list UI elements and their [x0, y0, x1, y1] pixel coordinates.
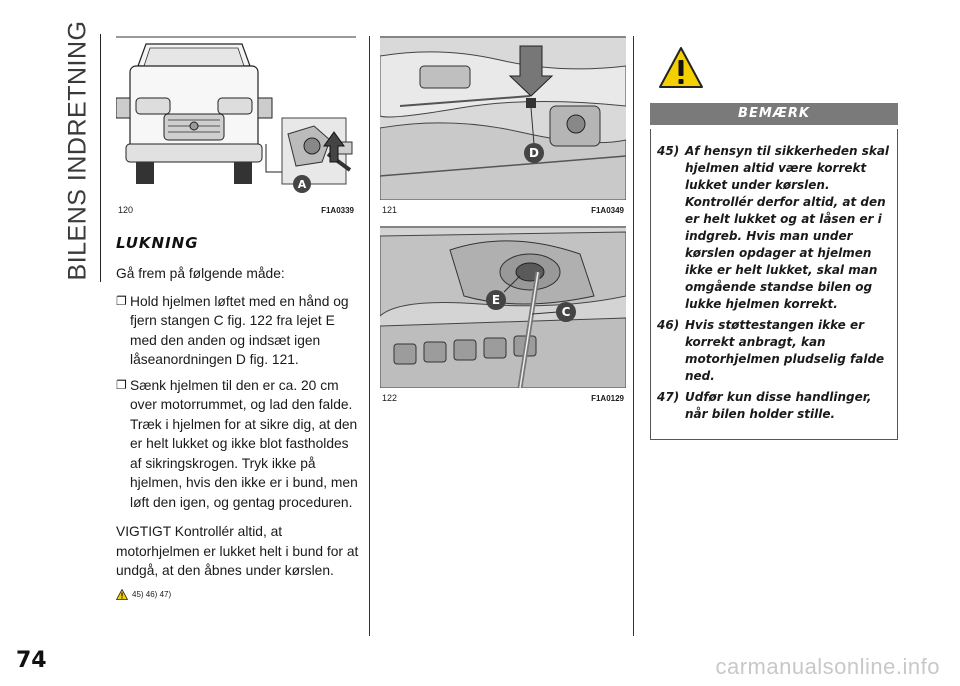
- checkbox-bullet-icon: ❐: [116, 377, 127, 392]
- figure-121: [380, 36, 626, 220]
- watermark: carmanualsonline.info: [715, 654, 940, 679]
- notice-title: BEMÆRK: [650, 103, 898, 125]
- section-divider: [100, 34, 101, 282]
- notice-body: [650, 129, 898, 440]
- svg-text:D: D: [529, 146, 539, 160]
- section-heading: LUKNING: [116, 234, 199, 252]
- page-number: 74: [16, 648, 47, 673]
- column-divider: [369, 36, 370, 636]
- notice-item: 46) Hvis støttestangen ikke er korrekt anbragt, kan motorhjelmen pludselig falde ned.: [657, 318, 885, 383]
- figure-caption: 120 F1A0339: [118, 205, 354, 215]
- list-item: ❐ Sænk hjelmen til den er ca. 20 cm over motorrummet, og lad den falde. Træk i hjelmen for at sikre dig, at den er helt lukket og ikke blot fastholdes af sikringskrogen. Tryk ikke på hjelmen, hvis den ikke er i bund, men løft den igen, og gentag proceduren.: [116, 376, 362, 513]
- notice-item: 47) Udfør kun disse handlinger, når bilen holder stille.: [657, 390, 872, 421]
- important-text: VIGTIGT Kontrollér altid, at motorhjelmen er lukket helt i bund for at undgå, at den åbnes under kørslen.: [116, 524, 359, 578]
- svg-text:A: A: [297, 178, 307, 191]
- svg-text:E: E: [491, 293, 501, 307]
- list-item: ❐ Hold hjelmen løftet med en hånd og fjern stangen C fig. 122 fra lejet E med den anden og indsæt igen låseanordningen D fig. 121.: [116, 292, 362, 370]
- bonnet-prop-rod-illustration: [380, 226, 626, 388]
- closing-instructions: [116, 234, 362, 600]
- figure-caption: 122 F1A0129: [382, 393, 624, 403]
- engine-bay-latch-illustration: [380, 36, 626, 200]
- notice-item: 45) Af hensyn til sikkerheden skal hjelmen altid være korrekt lukket under kørslen. Kontrollér derfor altid, at den er helt lukket og at låsen er i indgreb. Hvis man under kørslen opdager at hjelmen ikke er helt lukket, skal man omgående standse bilen og lukke hjelmen korrekt.: [657, 144, 890, 311]
- warning-triangle-icon: [658, 45, 704, 91]
- svg-text:C: C: [561, 305, 571, 319]
- checkbox-bullet-icon: ❐: [116, 293, 127, 308]
- warning-triangle-icon: [116, 589, 128, 600]
- notice-box: [650, 103, 898, 440]
- intro-text: Gå frem på følgende måde:: [116, 266, 285, 281]
- figure-122: [380, 226, 626, 408]
- section-title: BILENS INDRETNING: [63, 20, 92, 280]
- figure-120: [116, 36, 356, 220]
- van-front-illustration: [116, 36, 356, 200]
- warning-references: 45) 46) 47): [116, 589, 362, 600]
- column-divider: [633, 36, 634, 636]
- figure-caption: 121 F1A0349: [382, 205, 624, 215]
